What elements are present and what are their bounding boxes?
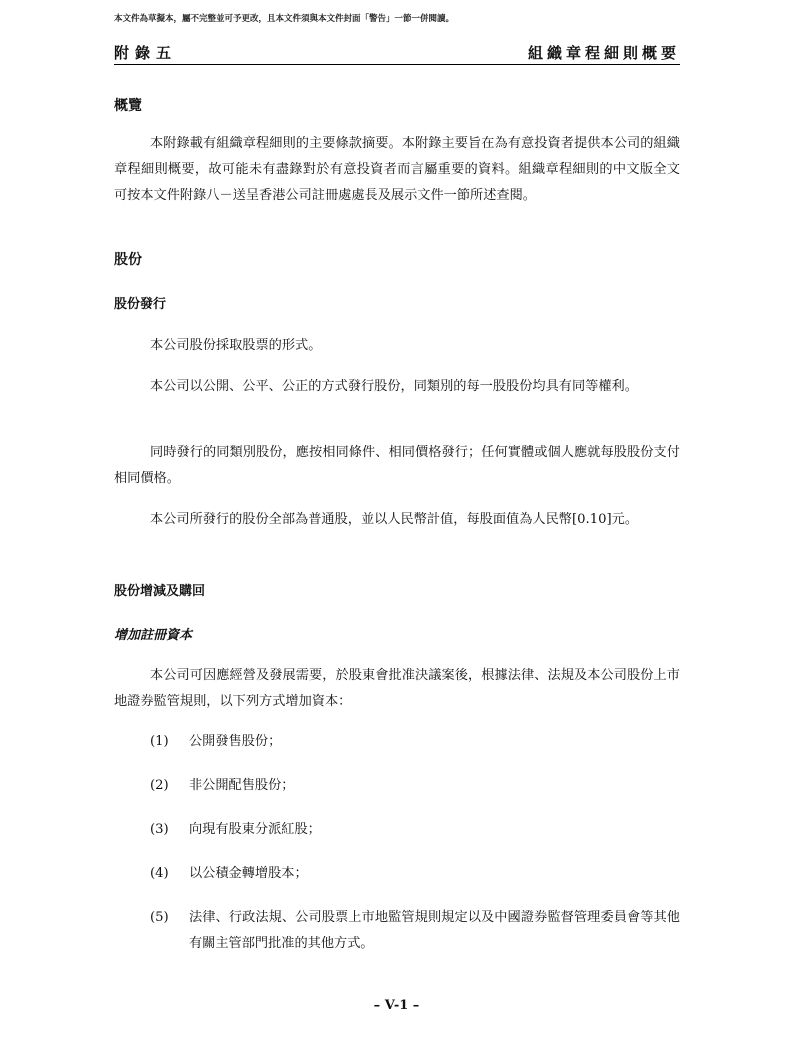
share-issue-paragraph-2: 本公司以公開、公平、公正的方式發行股份，同類別的每一股股份均具有同等權利。 bbox=[150, 379, 638, 394]
draft-disclaimer: 本文件為草擬本，屬不完整並可予更改，且本文件須與本文件封面「警告」一節一併閱讀。 bbox=[114, 14, 455, 24]
list-item-number: (2) bbox=[150, 778, 169, 793]
share-issue-paragraph-1: 本公司股份採取股票的形式。 bbox=[150, 338, 322, 353]
share-change-heading: 股份增減及購回 bbox=[114, 584, 206, 599]
list-item-text: 向現有股東分派紅股； bbox=[189, 822, 321, 837]
list-item-number: (1) bbox=[150, 734, 169, 749]
list-item bbox=[150, 905, 680, 957]
list-item-text: 非公開配售股份； bbox=[189, 778, 295, 793]
appendix-label: 附錄五 bbox=[114, 44, 178, 62]
list-item-number: (5) bbox=[150, 910, 169, 925]
page-header bbox=[114, 40, 680, 65]
capital-increase-heading: 增加註冊資本 bbox=[114, 628, 193, 643]
page-number: – V-1 – bbox=[373, 998, 420, 1013]
shares-heading: 股份 bbox=[114, 252, 142, 268]
share-issue-heading: 股份發行 bbox=[114, 297, 167, 312]
share-issue-paragraph-4: 本公司所發行的股份全部為普通股，並以人民幣計值，每股面值為人民幣[0.10]元。 bbox=[150, 512, 639, 527]
list-item bbox=[150, 861, 680, 887]
list-item-text: 以公積金轉增股本； bbox=[189, 866, 308, 881]
overview-heading: 概覽 bbox=[114, 98, 142, 114]
page-title: 組織章程細則概要 bbox=[527, 44, 680, 62]
list-item bbox=[150, 729, 680, 755]
list-item bbox=[150, 773, 680, 799]
overview-paragraph: 本附錄載有組織章程細則的主要條款摘要。本附錄主要旨在為有意投資者提供本公司的組織章程細則概要，故可能未有盡錄對於有意投資者而言屬重要的資料。組織章程細則的中文版全文可按本文件附錄八－送呈香港公司註冊處處長及展示文件一節所述查閱。 bbox=[114, 136, 680, 203]
capital-increase-paragraph: 本公司可因應經營及發展需要，於股東會批准決議案後，根據法律、法規及本公司股份上市地證券監管規則，以下列方式增加資本： bbox=[114, 668, 680, 709]
list-item-number: (4) bbox=[150, 866, 169, 881]
share-issue-paragraph-3: 同時發行的同類別股份，應按相同條件、相同價格發行；任何實體或個人應就每股股份支付相同價格。 bbox=[114, 445, 680, 486]
list-item bbox=[150, 817, 680, 843]
list-item-text: 公開發售股份； bbox=[189, 734, 282, 749]
list-item-text: 法律、行政法規、公司股票上市地監管規則規定以及中國證券監督管理委員會等其他有關主管部門批准的其他方式。 bbox=[189, 910, 680, 951]
list-item-number: (3) bbox=[150, 822, 169, 837]
